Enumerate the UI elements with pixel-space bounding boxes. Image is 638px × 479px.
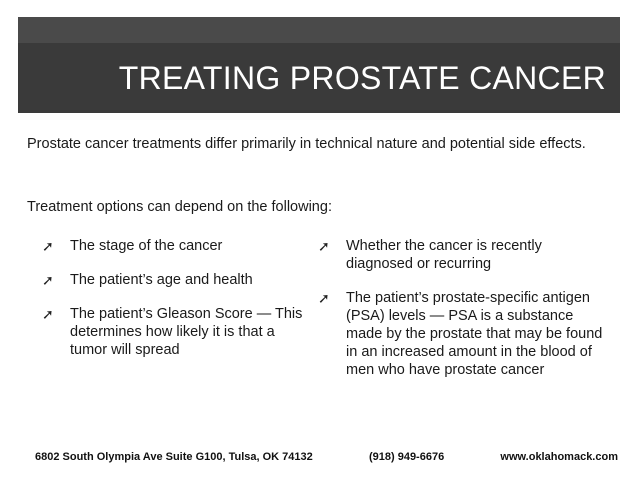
arrow-bullet-icon: ➚ bbox=[42, 306, 54, 322]
right-bullet-list bbox=[318, 237, 608, 395]
list-item bbox=[42, 237, 304, 255]
intro-text: Prostate cancer treatments differ primarily in technical nature and potential side effects. bbox=[27, 136, 586, 152]
footer-address: 6802 South Olympia Ave Suite G100, Tulsa, OK 74132 bbox=[35, 451, 313, 463]
list-item-text: The patient’s Gleason Score — This determines how likely it is that a tumor will spread bbox=[70, 306, 303, 358]
arrow-bullet-icon: ➚ bbox=[42, 238, 54, 254]
lead-text: Treatment options can depend on the following: bbox=[27, 199, 332, 215]
list-item-text: Whether the cancer is recently diagnosed or recurring bbox=[346, 238, 542, 272]
arrow-bullet-icon: ➚ bbox=[318, 290, 330, 306]
list-item bbox=[318, 237, 608, 273]
header-top-band bbox=[18, 17, 620, 43]
footer-website: www.oklahomack.com bbox=[500, 451, 618, 463]
list-item-text: The patient’s age and health bbox=[70, 272, 253, 288]
list-item bbox=[42, 305, 304, 359]
page-title: TREATING PROSTATE CANCER bbox=[118, 59, 606, 96]
list-item bbox=[42, 271, 304, 289]
arrow-bullet-icon: ➚ bbox=[318, 238, 330, 254]
left-bullet-list bbox=[42, 237, 304, 375]
footer bbox=[20, 451, 618, 463]
list-item bbox=[318, 289, 608, 379]
list-item-text: The stage of the cancer bbox=[70, 238, 223, 254]
arrow-bullet-icon: ➚ bbox=[42, 272, 54, 288]
list-item-text: The patient’s prostate-specific antigen (PSA) levels — PSA is a substance made by the prostate that may be found in an increased amount in the blood of men who have prostate cancer bbox=[346, 290, 603, 378]
footer-phone: (918) 949-6676 bbox=[368, 451, 445, 463]
title-bar bbox=[18, 43, 620, 113]
